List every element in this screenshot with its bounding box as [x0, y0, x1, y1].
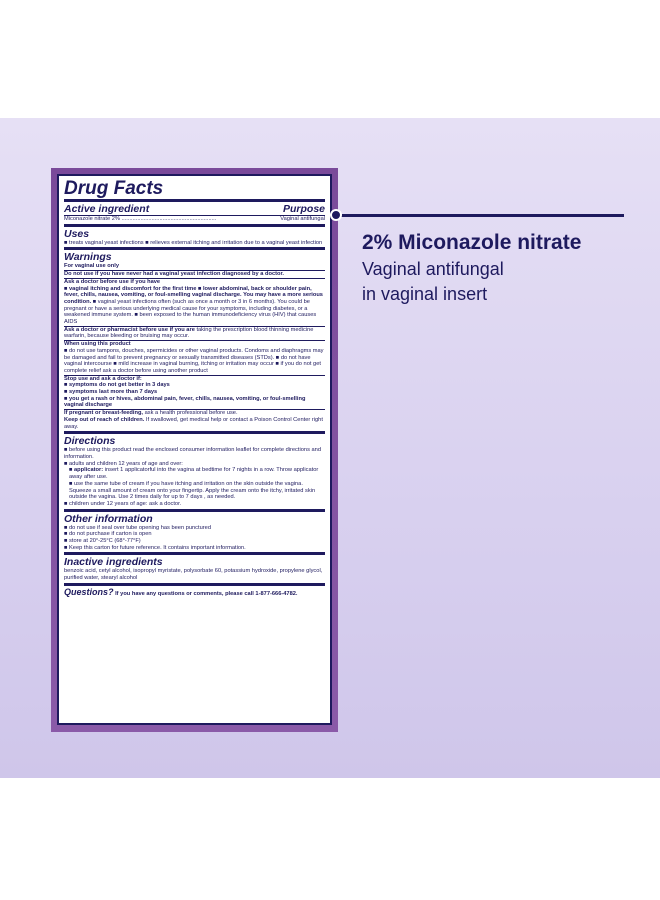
- stop-use-item-2: ■ symptoms last more than 7 days: [64, 389, 158, 396]
- applicator-label: ■ applicator:: [69, 467, 104, 474]
- inactive-ingredients-text: benzoic acid, cetyl alcohol, isopropyl myristate, polysorbate 60, potassium hydroxide, propylene glycol, purified water, stearyl alcohol: [64, 568, 323, 582]
- active-ingredient-heading: Active ingredient: [64, 203, 150, 215]
- pharmacist-text: taking the prescription blood thinning medicine warfarin, because bleeding or bruising may occur.: [64, 326, 314, 340]
- stop-use-heading: Stop use and ask a doctor if:: [64, 375, 142, 382]
- questions-section: [64, 583, 325, 600]
- other-information-heading: Other information: [64, 512, 153, 525]
- keep-out-text: If swallowed, get medical help or contact a Poison Control Center right away.: [64, 416, 323, 430]
- other-information-section: [64, 509, 325, 553]
- callout-headline: 2% Miconazole nitrate: [362, 231, 582, 254]
- applicator-text: insert 1 applicatorful into the vagina at bedtime for 7 nights in a row. Throw applicator away after use.: [69, 467, 319, 481]
- callout-line-1: Vaginal antifungal: [362, 259, 504, 279]
- inactive-ingredients-heading: Inactive ingredients: [64, 556, 163, 569]
- stop-use-item-1: ■ symptoms do not get better in 3 days: [64, 382, 170, 389]
- callout-connector-dot: [330, 209, 342, 221]
- other-item-1: ■ do not use if seal over tube opening has been punctured: [64, 524, 211, 531]
- questions-heading: Questions?: [64, 586, 114, 597]
- ask-doctor-heading: Ask a doctor before use if you have: [64, 278, 161, 285]
- directions-item-4: ■ use the same tube of cream if you have itching and irritation on the skin outside the vagina. Squeeze a small amount of cream onto your fingertip. Apply the cream onto the itchy, irritated skin outside the vagina. Use 2 times daily for up to 7 days , as needed.: [69, 480, 316, 501]
- vaginal-use-only: For vaginal use only: [64, 263, 119, 270]
- when-using-text: ■ do not use tampons, douches, spermicides or other vaginal products. Condoms and diaphragms may be damaged and fail to prevent pregnancy or sexually transmitted diseases (STDs). ■ do not have vaginal intercourse ■ mild increase in vaginal burning, itching or irritation may occur ■ if you do not get complete relief ask a doctor before using another product: [64, 347, 324, 374]
- directions-item-2: ■ adults and children 12 years of age and over:: [64, 460, 183, 467]
- active-ingredient-value: Miconazole nitrate 2% ............................................................: [64, 216, 217, 222]
- other-item-2: ■ do not purchase if carton is open: [64, 531, 152, 538]
- ask-doctor-bold: ■ vaginal itching and discomfort for the first time ■ lower abdominal, back or shoulder pain, fever, chills, nausea, vomiting, or foul-smelling vaginal discharge. You may have a more serious condition.: [64, 285, 323, 305]
- do-not-use-warning: Do not use if you have never had a vaginal yeast infection diagnosed by a doctor.: [64, 270, 325, 278]
- directions-item-5: ■ children under 12 years of age: ask a doctor.: [64, 500, 182, 507]
- directions-section: [64, 431, 325, 508]
- warnings-section: [64, 247, 325, 431]
- directions-item-1: ■ before using this product read the enclosed consumer information leaflet for complete directions and information.: [64, 447, 321, 460]
- other-item-3: ■ store at 20°-25°C (68°-77°F): [64, 538, 141, 545]
- uses-section: [64, 224, 325, 248]
- callout-line-2: in vaginal insert: [362, 284, 488, 304]
- uses-text: ■ treats vaginal yeast infections ■ relieves external itching and irritation due to a vaginal yeast infection: [64, 239, 323, 246]
- drug-facts-card: [51, 168, 338, 732]
- pregnant-heading: If pregnant or breast-feeding,: [64, 410, 144, 417]
- when-using-heading: When using this product: [64, 341, 131, 348]
- callout-connector-line: [331, 214, 624, 217]
- questions-text: If you have any questions or comments, please call 1-877-666-4782.: [113, 590, 298, 597]
- ask-doctor-text: ■ vaginal yeast infections often (such as once a month or 3 in 6 months). You could be pregnant or have a serious underlying medical cause for your symptoms, including diabetes, or a weakened immune system. ■ been exposed to the human immunodeficiency virus (HIV) that causes AIDS: [64, 298, 317, 326]
- drug-facts-panel: [57, 174, 332, 725]
- pregnant-text: ask a health professional before use.: [143, 410, 238, 417]
- inactive-ingredients-section: [64, 552, 325, 582]
- purpose-value: Vaginal antifungal: [280, 216, 325, 222]
- other-item-4: ■ Keep this carton for future reference. It contains important information.: [64, 544, 246, 551]
- pharmacist-heading: Ask a doctor or pharmacist before use if you are: [64, 326, 195, 333]
- active-ingredient-section: [64, 199, 325, 224]
- uses-heading: Uses: [64, 227, 90, 240]
- purpose-heading: Purpose: [282, 203, 325, 215]
- drug-facts-title: Drug Facts: [64, 178, 164, 199]
- directions-heading: Directions: [64, 435, 116, 448]
- stop-use-item-3: ■ you get a rash or hives, abdominal pain, fever, chills, nausea, vomiting, or foul-smelling vaginal discharge: [64, 395, 306, 409]
- keep-out-heading: Keep out of reach of children.: [64, 416, 145, 423]
- warnings-heading: Warnings: [64, 251, 112, 264]
